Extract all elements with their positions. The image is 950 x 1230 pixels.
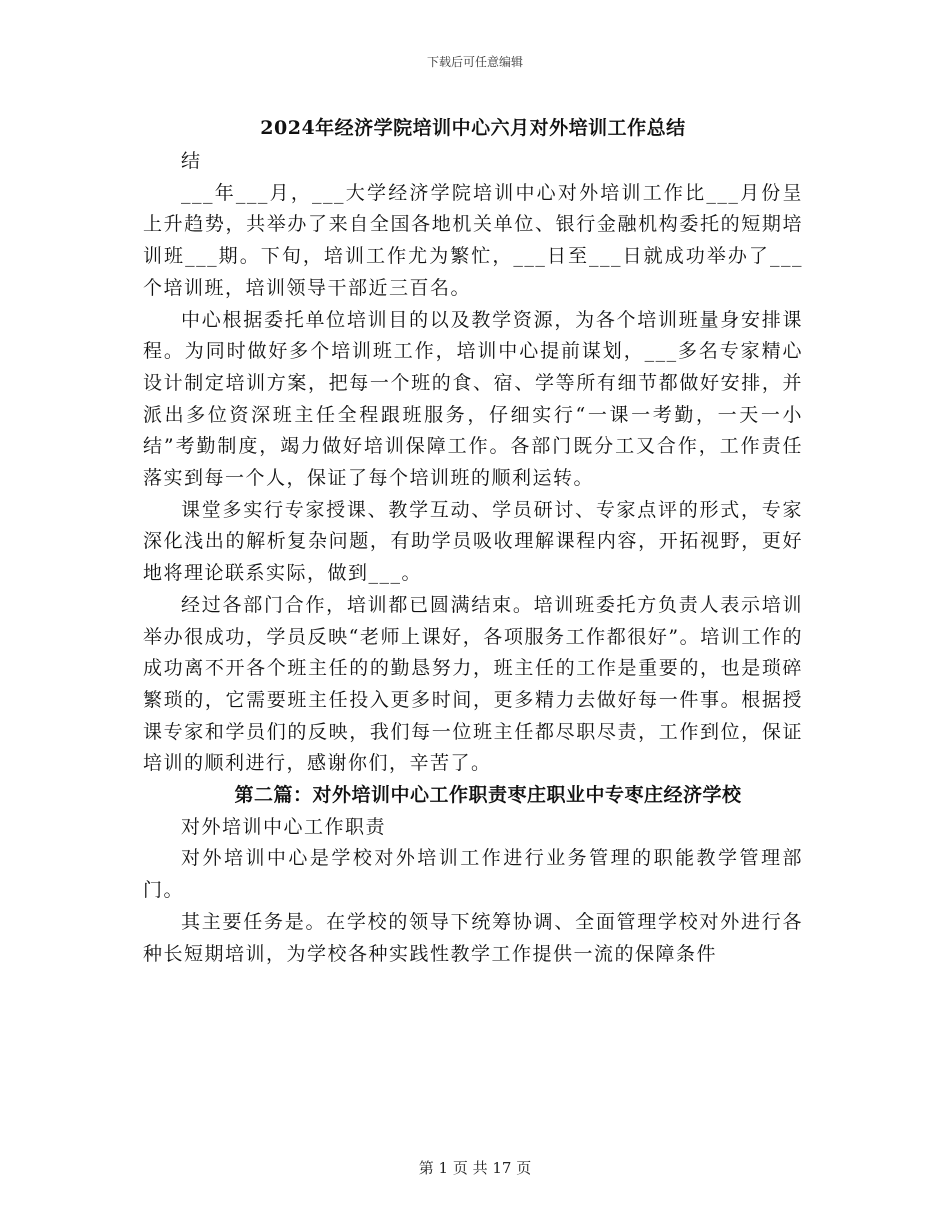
paragraph-1: 结 bbox=[181, 150, 202, 172]
page-indicator: 第 1 页 共 17 页 bbox=[418, 1159, 532, 1177]
paragraph-5: 经过各部门合作，培训都已圆满结束。培训班委托方负责人表示培训举办很成功，学员反映“老师上课好，各项服务工作都很好”。培训工作的成功离不开各个班主任的的勤恳努力，班主任的工作是重要的，也是琐碎繁琐的，它需要班主任投入更多时间，更多精力去做好每一件事。根据授课专家和学员们的反映，我们每一位班主任都尽职尽责，工作到位，保证培训的顺利进行，感谢你们，辛苦了。 bbox=[143, 593, 803, 775]
section2-title: 第二篇：对外培训中心工作职责枣庄职业中专枣庄经济学校 bbox=[234, 784, 742, 807]
document-body bbox=[143, 110, 803, 970]
paragraph-2: ___年___月，___大学经济学院培训中心对外培训工作比___月份呈上升趋势，共举办了来自全国各地机关单位、银行金融机构委托的短期培训班___期。下旬，培训工作尤为繁忙，___日至___日就成功举办了___个培训班，培训领导干部近三百名。 bbox=[143, 181, 803, 299]
section2-paragraph-1: 对外培训中心工作职责 bbox=[181, 815, 387, 838]
paragraph-4: 课堂多实行专家授课、教学互动、学员研讨、专家点评的形式，专家深化浅出的解析复杂问题，有助学员吸收理解课程内容，开拓视野，更好地将理论联系实际，做到___。 bbox=[143, 498, 803, 585]
paragraph-3: 中心根据委托单位培训目的以及教学资源，为各个培训班量身安排课程。为同时做好多个培训班工作，培训中心提前谋划，___多名专家精心设计制定培训方案，把每一个班的食、宿、学等所有细节都做好安排，并派出多位资深班主任全程跟班服务，仔细实行“一课一考勤，一天一小结”考勤制度，竭力做好培训保障工作。各部门既分工又合作，工作责任落实到每一个人，保证了每个培训班的顺利运转。 bbox=[143, 308, 803, 490]
section2-paragraph-3: 其主要任务是。在学校的领导下统筹协调、全面管理学校对外进行各种长短期培训，为学校各种实践性教学工作提供一流的保障条件 bbox=[143, 910, 803, 965]
document-title: 2024年经济学院培训中心六月对外培训工作总结 bbox=[260, 117, 686, 139]
section2-paragraph-2: 对外培训中心是学校对外培训工作进行业务管理的职能教学管理部门。 bbox=[143, 847, 803, 902]
header-note: 下载后可任意编辑 bbox=[426, 55, 523, 69]
